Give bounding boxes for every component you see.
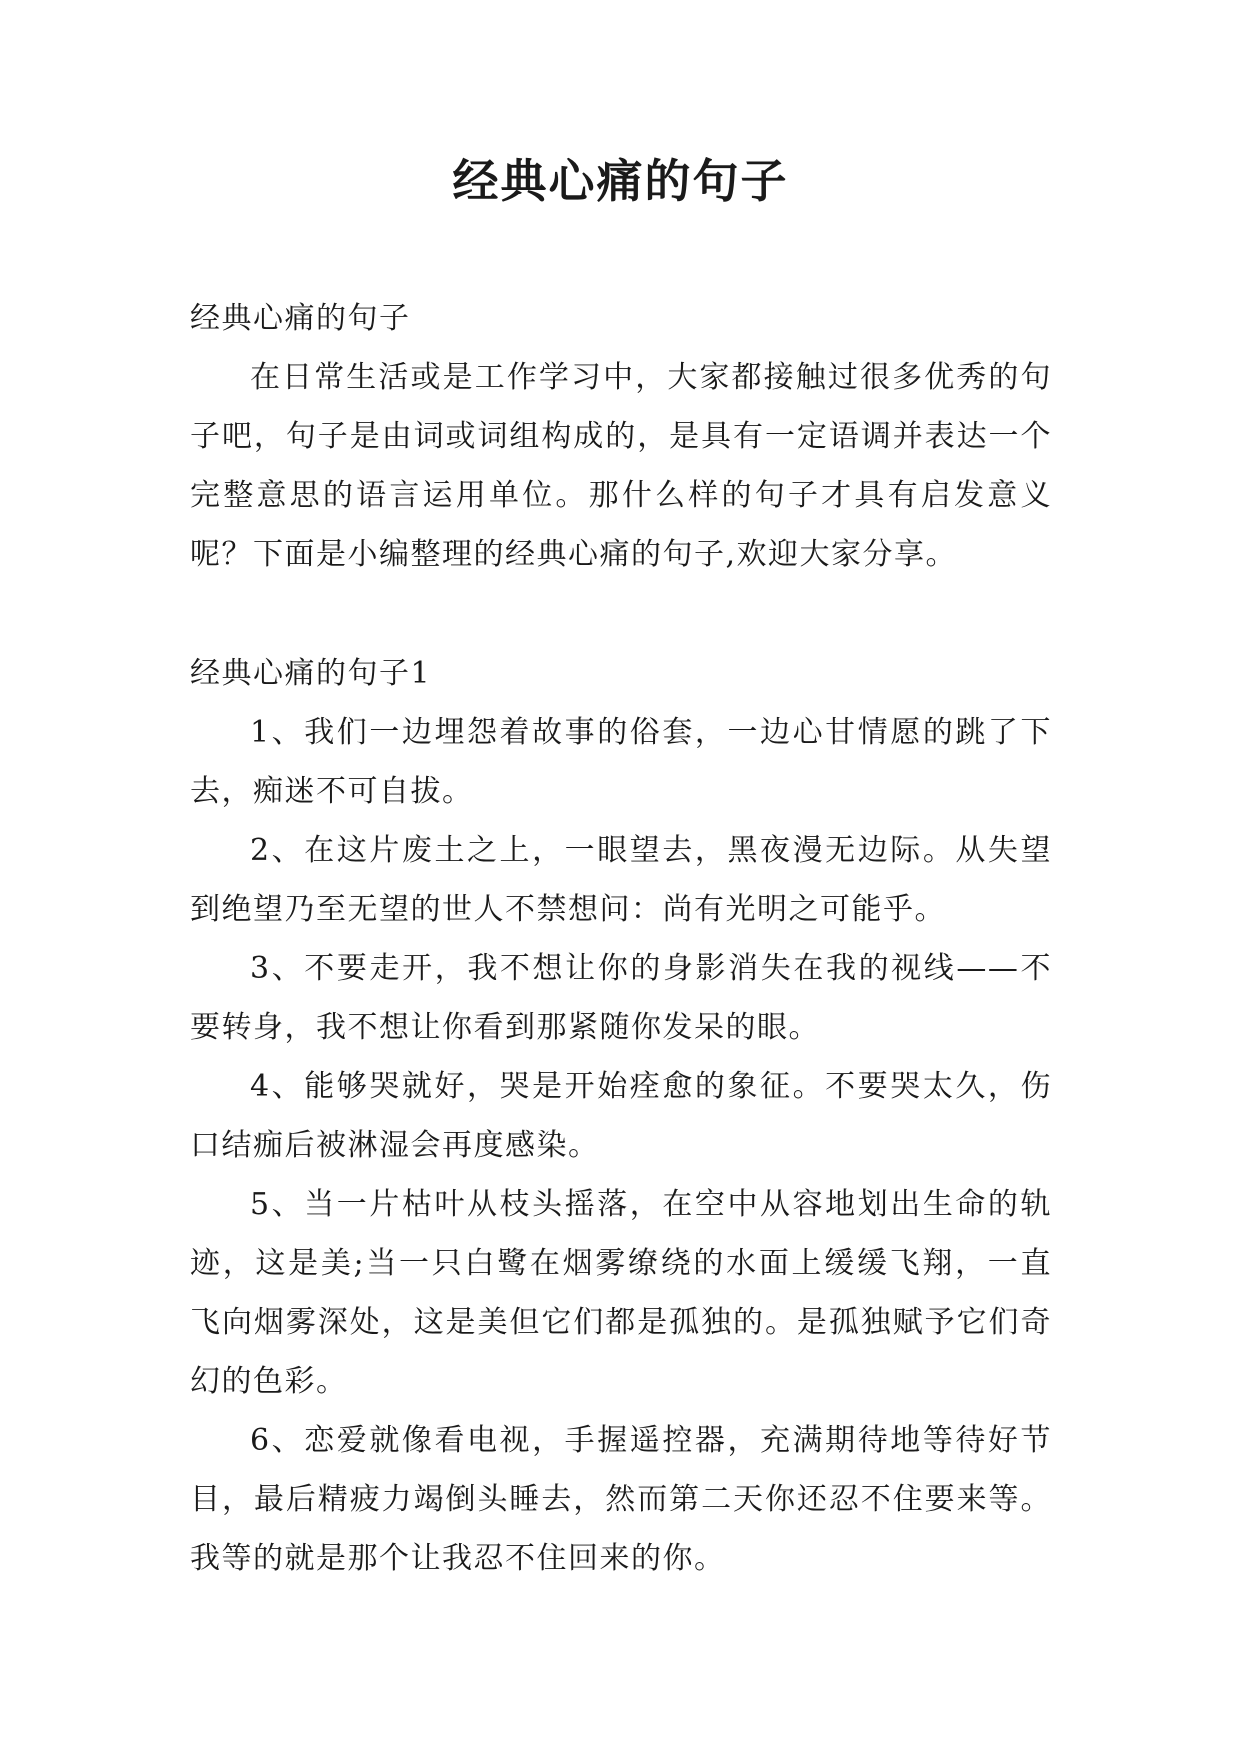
list-item: 1、我们一边埋怨着故事的俗套，一边心甘情愿的跳了下去，痴迷不可自拔。 <box>190 715 1052 809</box>
list-item: 4、能够哭就好，哭是开始痊愈的象征。不要哭太久，伤口结痂后被淋湿会再度感染。 <box>190 1069 1052 1163</box>
intro-paragraph: 在日常生活或是工作学习中，大家都接触过很多优秀的句子吧，句子是由词或词组构成的，是具有一定语调并表达一个完整意思的语言运用单位。那什么样的句子才具有启发意义呢？下面是小编整理的经典心痛的句子,欢迎大家分享。 <box>190 360 1052 572</box>
document-title: 经典心痛的句子 <box>452 154 789 208</box>
section-heading: 经典心痛的句子1 <box>190 656 432 691</box>
paragraph-spacer <box>190 584 1052 644</box>
list-item: 5、当一片枯叶从枝头摇落，在空中从容地划出生命的轨迹，这是美;当一只白鹭在烟雾缭绕的水面上缓缓飞翔，一直飞向烟雾深处，这是美但它们都是孤独的。是孤独赋予它们奇幻的色彩。 <box>190 1187 1052 1399</box>
list-item: 6、恋爱就像看电视，手握遥控器，充满期待地等待好节目，最后精疲力竭倒头睡去，然而第二天你还忍不住要来等。我等的就是那个让我忍不住回来的你。 <box>190 1423 1052 1576</box>
list-item: 2、在这片废土之上，一眼望去，黑夜漫无边际。从失望到绝望乃至无望的世人不禁想问：尚有光明之可能乎。 <box>190 833 1052 927</box>
article-subtitle: 经典心痛的句子 <box>190 301 411 336</box>
list-item: 3、不要走开，我不想让你的身影消失在我的视线——不要转身，我不想让你看到那紧随你发呆的眼。 <box>190 951 1052 1045</box>
document-body <box>190 289 1052 1588</box>
